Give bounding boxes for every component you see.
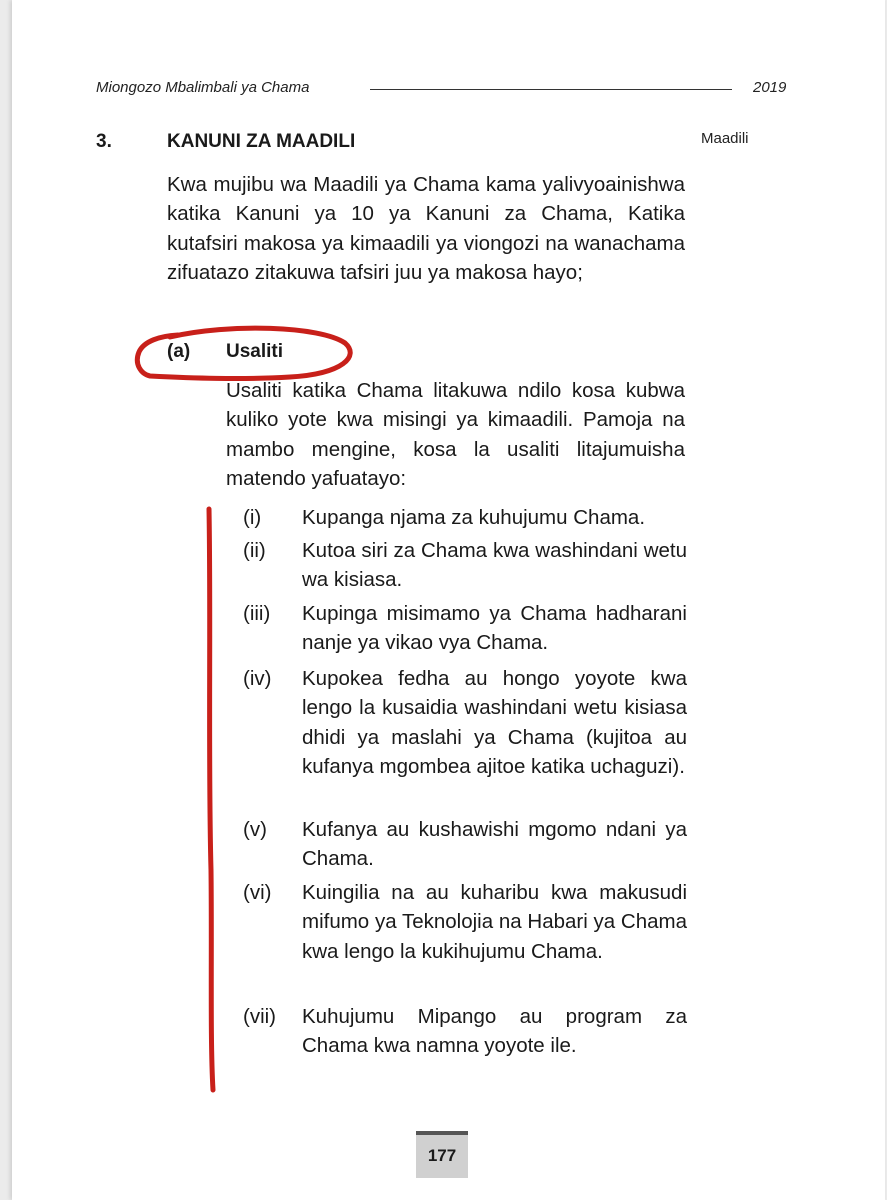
list-item-text: Kufanya au kushawishi mgomo ndani ya Chama. <box>302 818 687 871</box>
list-item <box>243 503 687 532</box>
list-item <box>243 599 687 658</box>
section-title: KANUNI ZA MAADILI <box>167 131 356 152</box>
list-item <box>243 878 687 966</box>
list-item-text: Kuhujumu Mipango au program za Chama kwa namna yoyote ile. <box>302 1005 687 1058</box>
running-header-title: Miongozo Mbalimbali ya Chama <box>96 79 310 96</box>
list-item <box>243 664 687 781</box>
list-item-number: (v) <box>243 818 267 841</box>
margin-note: Maadili <box>701 130 749 147</box>
list-item-number: (iv) <box>243 667 272 690</box>
list-item-number: (ii) <box>243 539 266 562</box>
list-item <box>243 1002 687 1061</box>
list-item-text: Kupanga njama za kuhujumu Chama. <box>302 506 646 529</box>
header-rule <box>370 89 732 90</box>
list-item-number: (vii) <box>243 1005 277 1028</box>
list-item-text: Kupokea fedha au hongo yoyote kwa lengo la kusaidia washindani wetu kisiasa dhidi ya maslahi ya Chama (kujitoa au kufanya mgombea ajitoe katika uchaguzi). <box>302 667 687 778</box>
subsection-intro-paragraph: Usaliti katika Chama litakuwa ndilo kosa kubwa kuliko yote kwa misingi ya kimaadili. Pamoja na mambo mengine, kosa la usaliti litajumuisha matendo yafuatayo: <box>226 379 685 490</box>
list-item-text: Kutoa siri za Chama kwa washindani wetu wa kisiasa. <box>302 539 687 592</box>
page-number: 177 <box>416 1131 468 1178</box>
list-item-number: (iii) <box>243 602 271 625</box>
list-item-text: Kupinga misimamo ya Chama hadharani nanje ya vikao vya Chama. <box>302 602 687 655</box>
subsection-label: (a) <box>167 341 191 362</box>
running-header-year: 2019 <box>753 79 787 96</box>
list-item <box>243 536 687 595</box>
list-item-text: Kuingilia na au kuharibu kwa makusudi mifumo ya Teknolojia na Habari ya Chama kwa lengo la kukihujumu Chama. <box>302 881 687 963</box>
list-item-number: (vi) <box>243 881 272 904</box>
list-item <box>243 815 687 874</box>
section-number: 3. <box>96 131 112 152</box>
subsection-title: Usaliti <box>226 341 284 362</box>
section-intro-paragraph: Kwa mujibu wa Maadili ya Chama kama yalivyoainishwa katika Kanuni ya 10 ya Kanuni za Chama, Katika kutafsiri makosa ya kimaadili ya viongozi na wanachama zifuatazo zitakuwa tafsiri juu ya makosa hayo; <box>167 173 685 284</box>
list-item-number: (i) <box>243 506 262 529</box>
